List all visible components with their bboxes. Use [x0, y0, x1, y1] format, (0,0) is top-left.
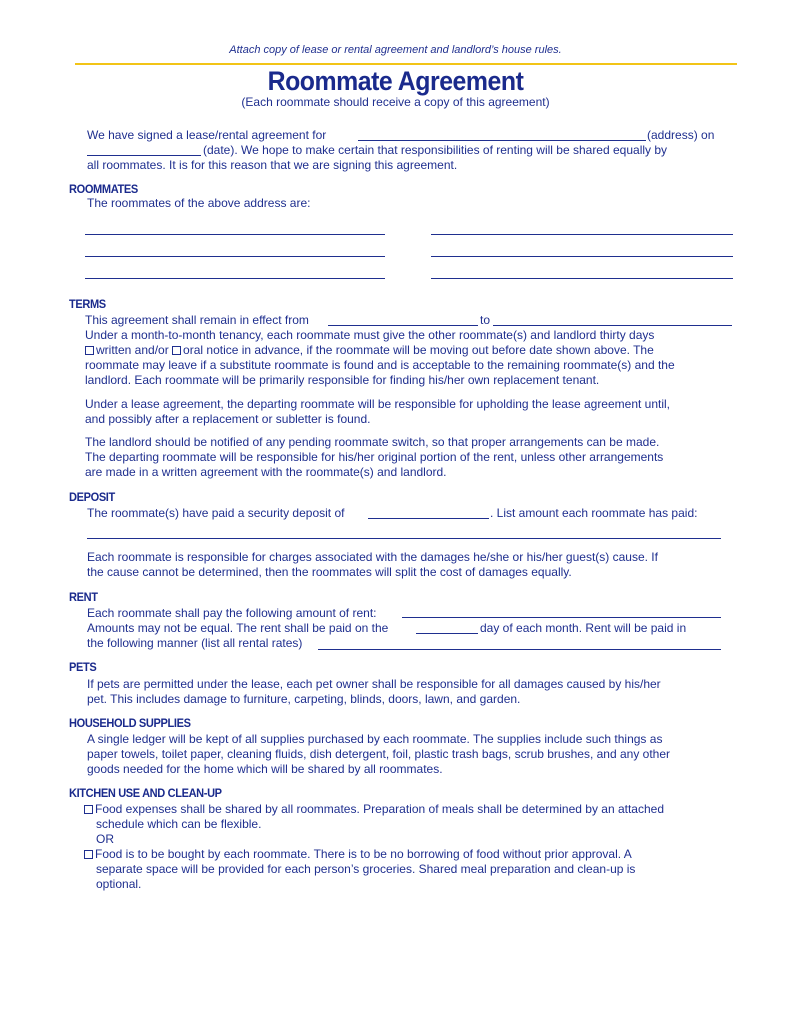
date-field[interactable] — [87, 155, 201, 156]
terms-para3-2: The departing roommate will be responsible for his/her original portion of the rent, unless other arrangements — [85, 450, 664, 464]
end-date-field[interactable] — [493, 325, 732, 326]
household-text-2: paper towels, toilet paper, cleaning fluids, dish detergent, foil, plastic trash bags, scrub brushes, and any other — [87, 747, 671, 761]
terms-para2-1: Under a lease agreement, the departing roommate will be responsible for upholding the lease agreement until, — [85, 397, 671, 411]
household-supplies-heading: HOUSEHOLD SUPPLIES — [69, 716, 191, 730]
page-subtitle: (Each roommate should receive a copy of this agreement) — [241, 95, 550, 109]
roommate-name-field-5[interactable] — [85, 278, 385, 279]
deposit-para2-1: Each roommate is responsible for charges associated with the damages he/she or his/her guest(s) cause. If — [87, 550, 658, 564]
terms-text-4: roommate may leave if a substitute roommate is found and is acceptable to the remaining roommate(s) and the — [85, 358, 675, 372]
rent-text-3: the following manner (list all rental rates) — [87, 636, 303, 650]
kitchen-option2-line3: optional. — [96, 877, 142, 891]
terms-text-1a: This agreement shall remain in effect from — [85, 313, 309, 327]
rent-day-field[interactable] — [416, 633, 478, 634]
kitchen-option1-line1: Food expenses shall be shared by all roommates. Preparation of meals shall be determined by an attached — [84, 802, 664, 817]
rent-text-2a: Amounts may not be equal. The rent shall be paid on the — [87, 621, 389, 635]
separate-food-checkbox[interactable] — [84, 850, 93, 859]
written-notice-checkbox[interactable] — [85, 346, 94, 355]
roommates-heading: ROOMMATES — [69, 182, 138, 196]
roommate-name-field-4[interactable] — [431, 256, 733, 257]
rent-heading: RENT — [69, 590, 98, 604]
page-title: Roommate Agreement — [267, 66, 524, 96]
kitchen-option2-line1: Food is to be bought by each roommate. There is to be no borrowing of food without prior approval. A — [84, 847, 632, 862]
rent-text-1: Each roommate shall pay the following amount of rent: — [87, 606, 377, 620]
rent-amount-field[interactable] — [402, 617, 721, 618]
roommate-name-field-2[interactable] — [431, 234, 733, 235]
household-text-1: A single ledger will be kept of all supplies purchased by each roommate. The supplies include such things as — [87, 732, 663, 746]
start-date-field[interactable] — [328, 325, 478, 326]
intro-text-1a: We have signed a lease/rental agreement for — [87, 128, 327, 142]
header-note: Attach copy of lease or rental agreement and landlord’s house rules. — [229, 44, 562, 56]
pets-text-1: If pets are permitted under the lease, each pet owner shall be responsible for all damages caused by his/her — [87, 677, 661, 691]
roommate-name-field-1[interactable] — [85, 234, 385, 235]
kitchen-heading: KITCHEN USE AND CLEAN-UP — [69, 786, 222, 800]
kitchen-or: OR — [96, 832, 114, 846]
terms-text-2: Under a month-to-month tenancy, each roommate must give the other roommate(s) and landlord thirty days — [85, 328, 655, 342]
kitchen-option1-line2: schedule which can be flexible. — [96, 817, 262, 831]
rent-text-2b: day of each month. Rent will be paid in — [480, 621, 687, 635]
terms-text-1b: to — [480, 313, 491, 327]
roommate-name-field-3[interactable] — [85, 256, 385, 257]
terms-text-5: landlord. Each roommate will be primarily responsible for finding his/her own replacement tenant. — [85, 373, 600, 387]
terms-para2-2: and possibly after a replacement or subletter is found. — [85, 412, 371, 426]
kitchen-option2-line2: separate space will be provided for each person’s groceries. Shared meal preparation and clean-up is — [96, 862, 636, 876]
deposit-amounts-field[interactable] — [87, 538, 721, 539]
rent-manner-field[interactable] — [318, 649, 721, 650]
deposit-heading: DEPOSIT — [69, 490, 115, 504]
pets-text-2: pet. This includes damage to furniture, carpeting, blinds, doors, lawn, and garden. — [87, 692, 521, 706]
terms-heading: TERMS — [69, 297, 106, 311]
intro-text-1b: (address) on — [647, 128, 715, 142]
pets-heading: PETS — [69, 660, 97, 674]
intro-text-2: (date). We hope to make certain that responsibilities of renting will be shared equally by — [203, 143, 668, 157]
oral-notice-checkbox[interactable] — [172, 346, 181, 355]
shared-food-checkbox[interactable] — [84, 805, 93, 814]
terms-para3-1: The landlord should be notified of any pending roommate switch, so that proper arrangements can be made. — [85, 435, 660, 449]
deposit-para2-2: the cause cannot be determined, then the roommates will split the cost of damages equally. — [87, 565, 572, 579]
security-deposit-field[interactable] — [368, 518, 489, 519]
terms-text-3: written and/or oral notice in advance, if the roommate will be moving out before date shown above. The — [85, 343, 654, 358]
header-rule — [75, 63, 737, 65]
roommate-name-field-6[interactable] — [431, 278, 733, 279]
terms-para3-3: are made in a written agreement with the roommate(s) and landlord. — [85, 465, 447, 479]
roommates-text: The roommates of the above address are: — [87, 196, 311, 210]
deposit-text-1b: . List amount each roommate has paid: — [490, 506, 698, 520]
address-field[interactable] — [358, 140, 646, 141]
household-text-3: goods needed for the home which will be shared by all roommates. — [87, 762, 443, 776]
intro-text-3: all roommates. It is for this reason that we are signing this agreement. — [87, 158, 458, 172]
deposit-text-1a: The roommate(s) have paid a security deposit of — [87, 506, 345, 520]
